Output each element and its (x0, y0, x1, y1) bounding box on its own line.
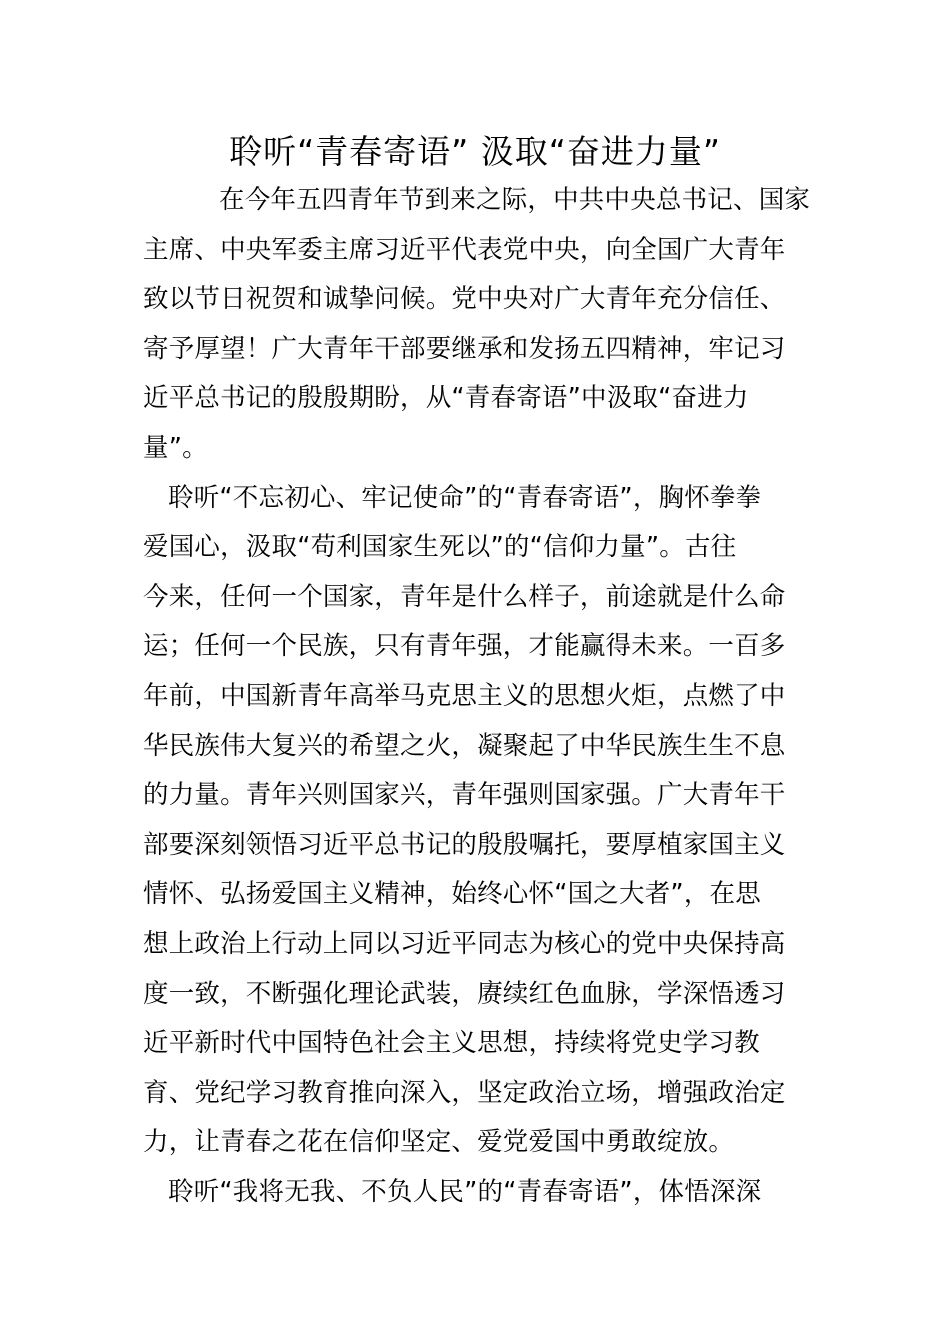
text-line: 的力量。青年兴则国家兴，青年强则国家强。广大青年干 (143, 780, 786, 811)
text-line: 情怀、弘扬爱国主义精神，始终心怀“国之大者”，在思 (143, 879, 761, 910)
text-line: 在今年五四青年节到来之际，中共中央总书记、国家 (219, 185, 811, 215)
text-line: 近平新时代中国特色社会主义思想，持续将党史学习教 (143, 1028, 760, 1059)
text-line: 今来，任何一个国家，青年是什么样子，前途就是什么命 (143, 581, 786, 612)
text-line: 聆听“我将无我、不负人民”的“青春寄语”，体悟深深 (168, 1176, 762, 1207)
text-line: 聆听“不忘初心、牢记使命”的“青春寄语”，胸怀拳拳 (168, 482, 762, 513)
text-line: 爱国心，汲取“苟利国家生死以”的“信仰力量”。古往 (143, 532, 737, 563)
document-body (143, 176, 823, 1217)
document-title: 聆听“青春寄语” 汲取“奋进力量” (229, 132, 721, 171)
text-line: 致以节日祝贺和诚挚问候。党中央对广大青年充分信任、 (143, 284, 786, 315)
text-line: 部要深刻领悟习近平总书记的殷殷嘱托，要厚植家国主义 (143, 829, 786, 860)
text-line: 量”。 (143, 432, 208, 463)
text-line: 近平总书记的殷殷期盼，从“青春寄语”中汲取“奋进力 (143, 383, 749, 414)
text-line: 度一致，不断强化理论武装，赓续红色血脉，学深悟透习 (143, 978, 786, 1009)
text-line: 运；任何一个民族，只有青年强，才能赢得未来。一百多 (143, 631, 786, 662)
text-line: 华民族伟大复兴的希望之火，凝聚起了中华民族生生不息 (143, 730, 786, 761)
text-line: 年前，中国新青年高举马克思主义的思想火炬，点燃了中 (143, 680, 786, 711)
text-line: 主席、中央军委主席习近平代表党中央，向全国广大青年 (143, 234, 786, 265)
text-line: 寄予厚望！广大青年干部要继承和发扬五四精神，牢记习 (143, 333, 786, 364)
text-line: 力，让青春之花在信仰坚定、爱党爱国中勇敢绽放。 (143, 1127, 735, 1158)
text-line: 育、党纪学习教育推向深入，坚定政治立场，增强政治定 (143, 1077, 786, 1108)
text-line: 想上政治上行动上同以习近平同志为核心的党中央保持高 (143, 928, 786, 959)
